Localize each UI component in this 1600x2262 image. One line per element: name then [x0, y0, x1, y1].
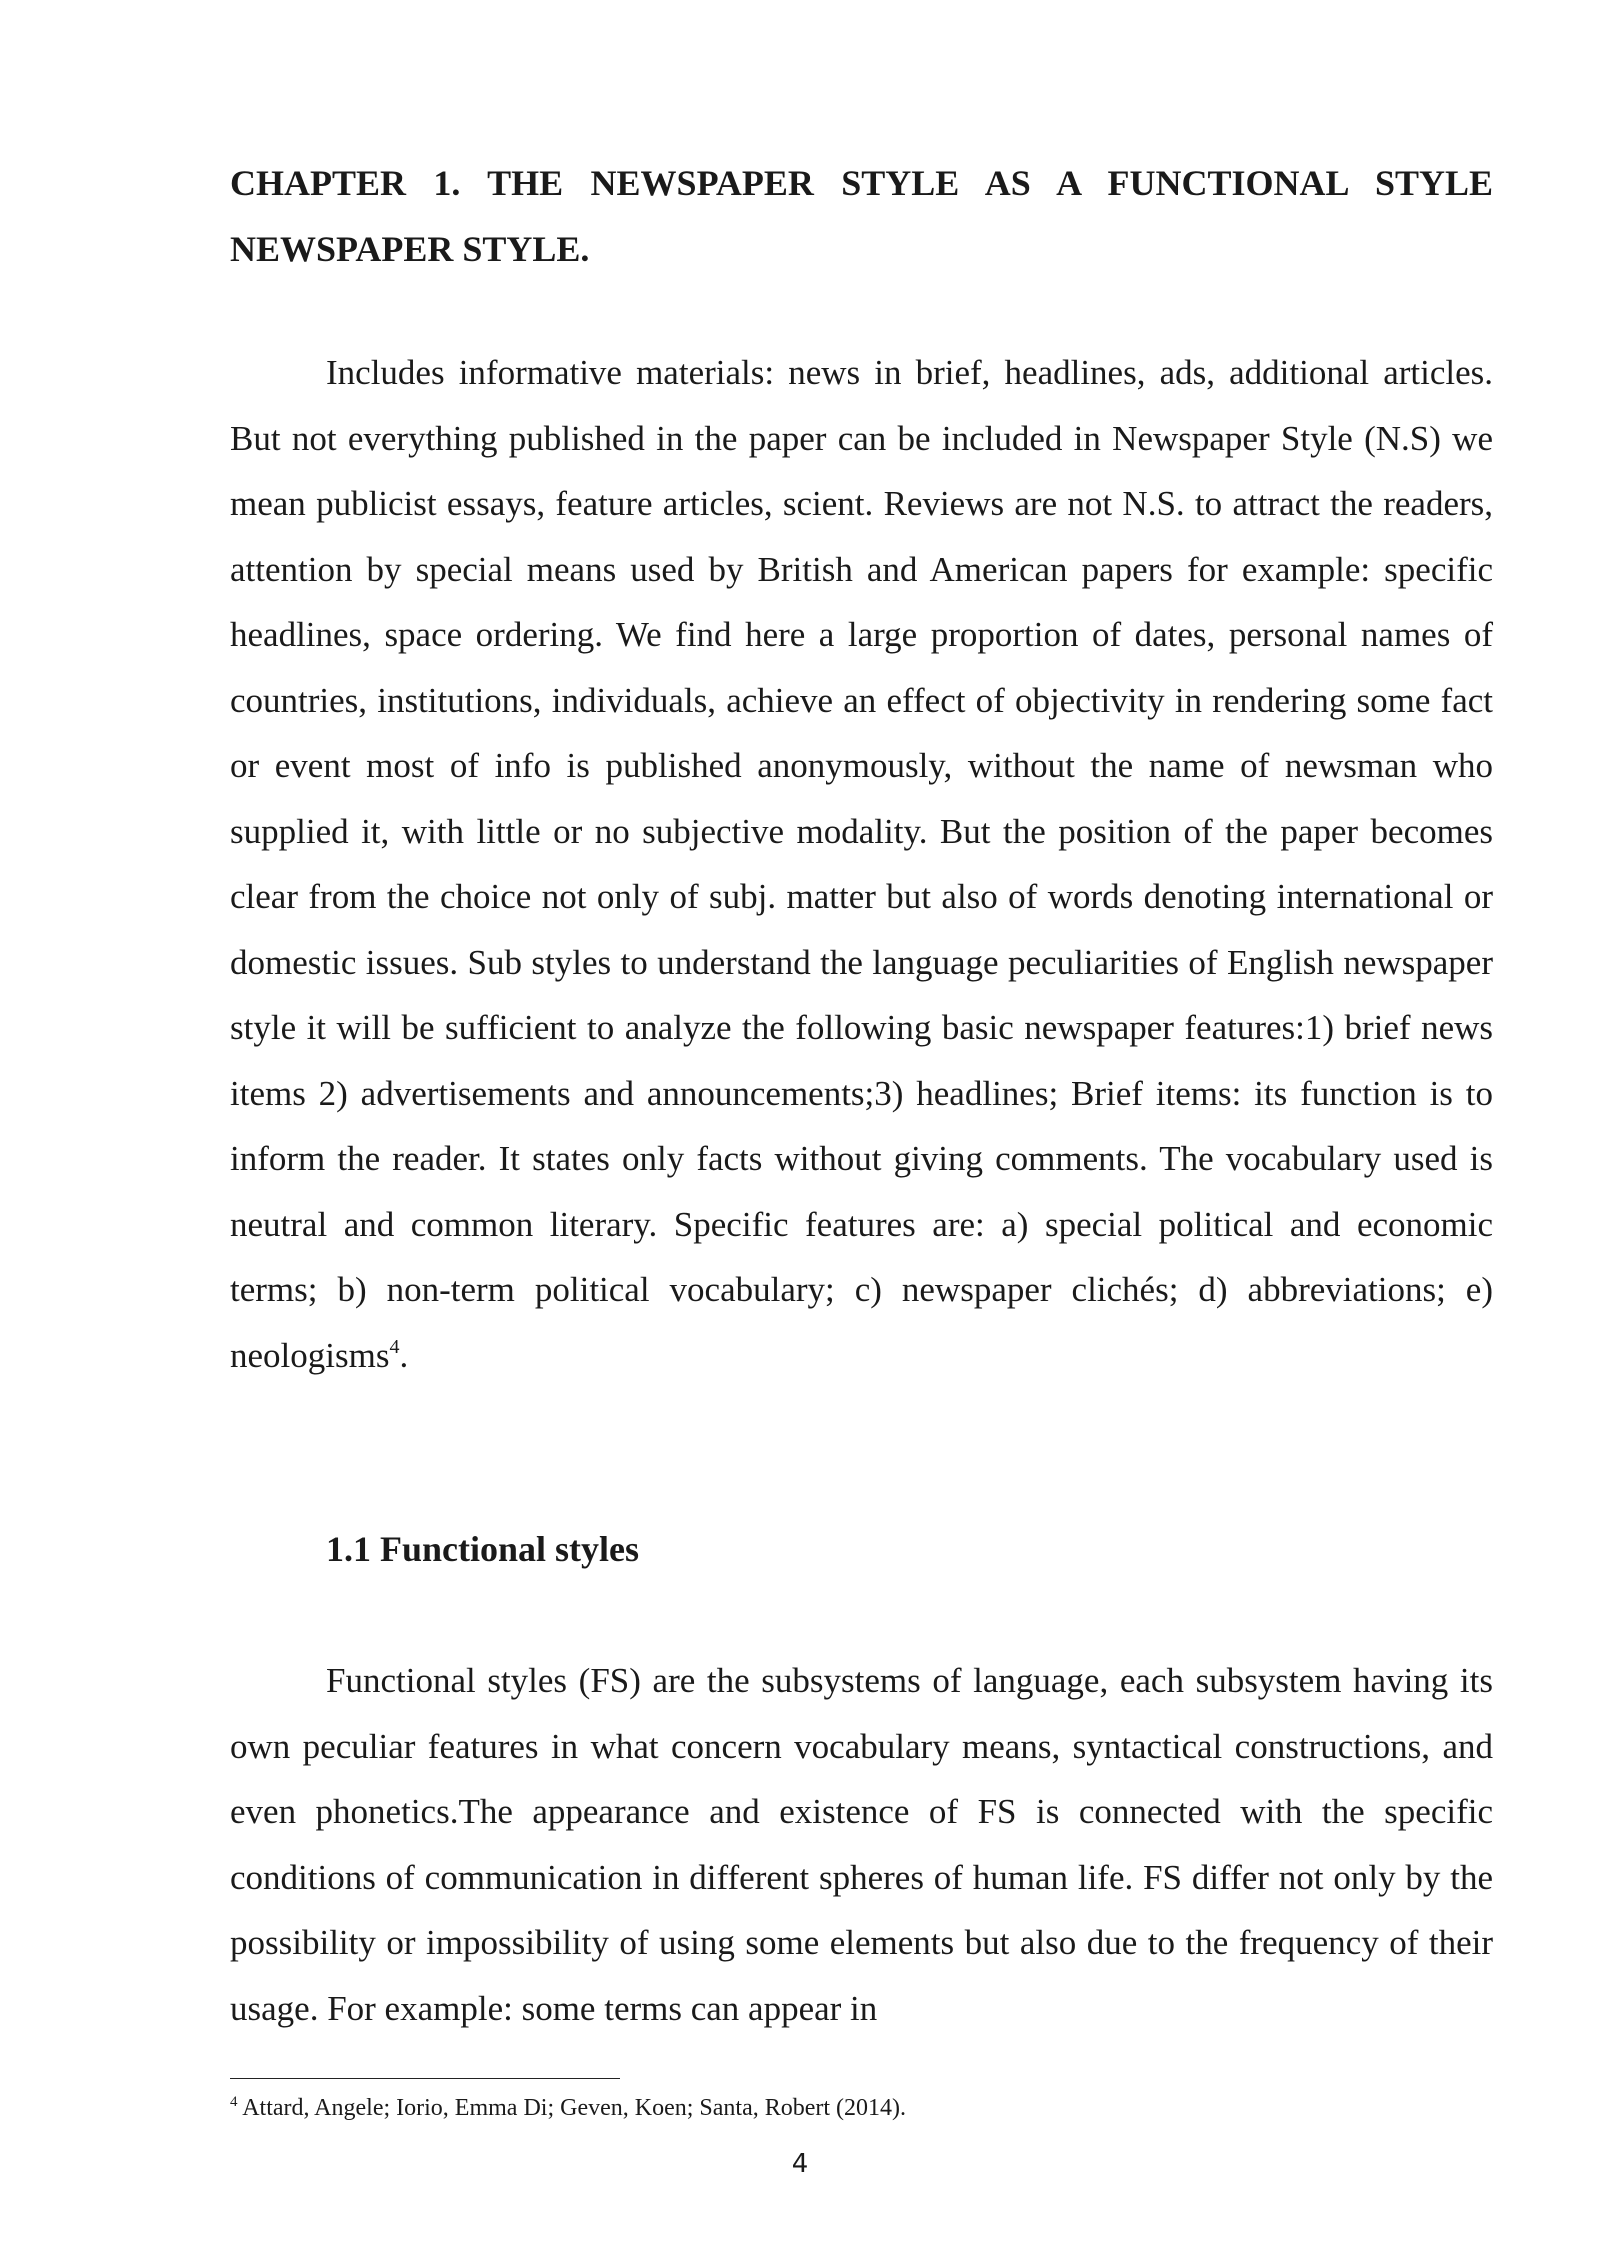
footnote — [230, 2090, 906, 2126]
page-number: 4 — [791, 2149, 809, 2179]
paragraph-1-text: Includes informative materials: news in brief, headlines, ads, additional articles. But not everything published in the paper can be included in Newspaper Style (N.S) we mean publicist essays, feature articles, scient. Reviews are not N.S. to attract the readers, attention by special means used by British and American papers for example: specific headlines, space ordering. We find here a large proportion of dates, personal names of countries, institutions, individuals, achieve an effect of objectivity in rendering some fact or event most of info is published anonymously, without the name of newsman who supplied it, with little or no subjective modality. But the position of the paper becomes clear from the choice not only of subj. matter but also of words denoting international or domestic issues. Sub styles to understand the language peculiarities of English newspaper style it will be sufficient to analyze the following basic newspaper features:1) brief news items 2) advertisements and announcements;3) headlines; Brief items: its function is to inform the reader. It states only facts without giving comments. The vocabulary used is neutral and common literary. Specific features are: a) special political and economic terms; b) non-term political vocabulary; c) newspaper clichés; d) abbreviations; e) neologisms — [230, 353, 1493, 1375]
paragraph-1-end: . — [399, 1335, 409, 1375]
footnote-number: 4 — [230, 2094, 238, 2110]
chapter-title-line-2: NEWSPAPER STYLE. — [230, 229, 590, 269]
footnote-text: Attard, Angele; Iorio, Emma Di; Geven, Koen; Santa, Robert (2014). — [242, 2095, 907, 2121]
body-paragraph-1 — [230, 340, 1493, 1388]
footnote-reference[interactable]: 4 — [389, 1335, 400, 1358]
chapter-title-line-1: CHAPTER 1. THE NEWSPAPER STYLE AS A FUNCTIONAL STYLE — [230, 163, 1493, 203]
chapter-title — [230, 150, 1493, 282]
footnote-separator — [230, 2078, 620, 2079]
section-heading: 1.1 Functional styles — [326, 1529, 640, 1569]
body-paragraph-2: Functional styles (FS) are the subsystems of language, each subsystem having its own peculiar features in what concern vocabulary means, syntactical constructions, and even phonetics.The appearance and existence of FS is connected with the specific conditions of communication in different spheres of human life. FS differ not only by the possibility or impossibility of using some elements but also due to the frequency of their usage. For example: some terms can appear in — [230, 1661, 1493, 2028]
